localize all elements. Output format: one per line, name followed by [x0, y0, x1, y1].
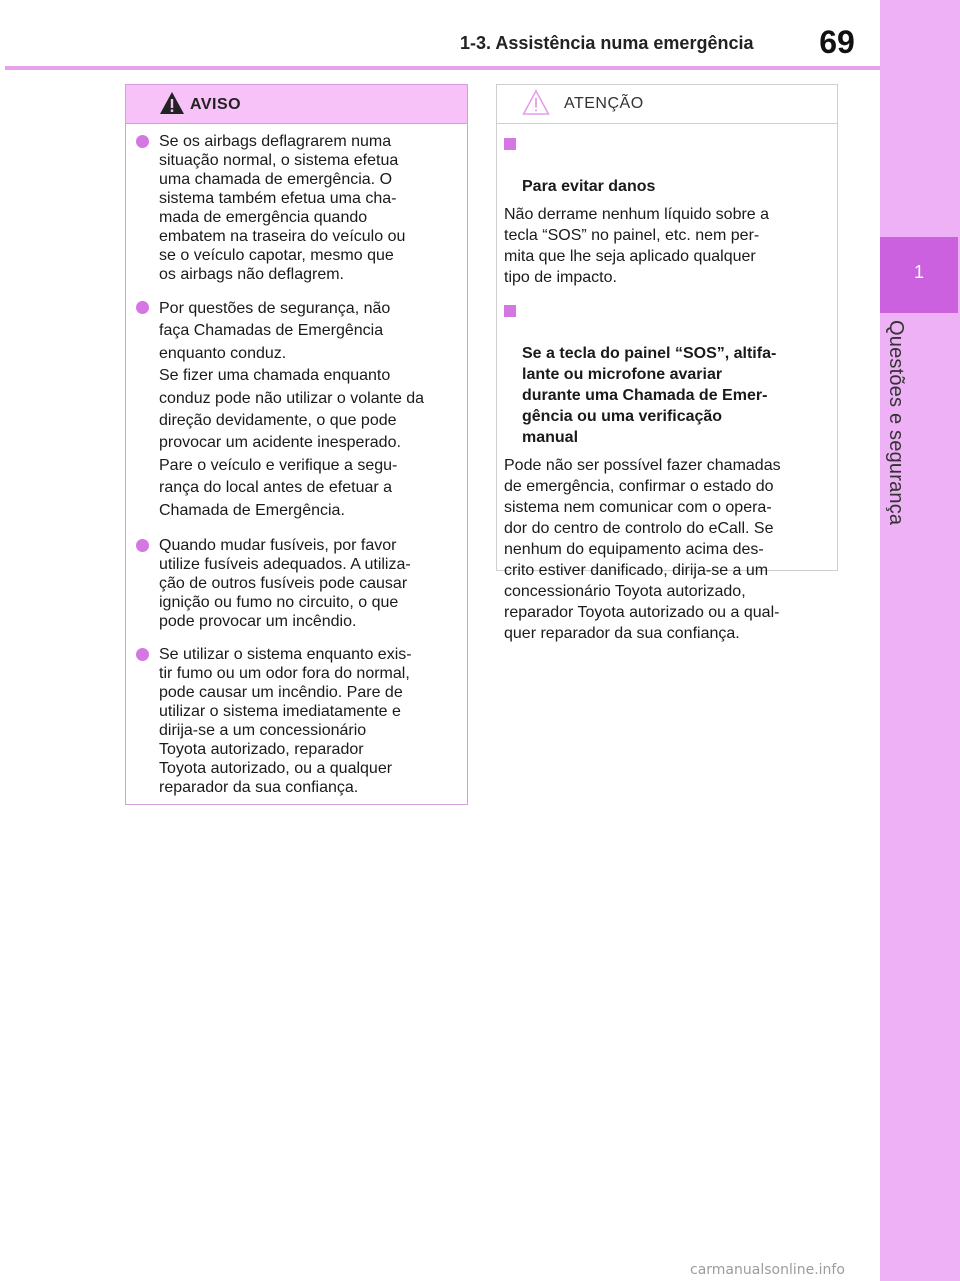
warning-item-text: Se os airbags deflagrarem numa situação normal, o sistema efetua uma chamada de emergência. O sistema também efetua uma cha- mada de emergência quando embatem na traseira do veículo ou se o veículo capotar, mesmo que os airbags não deflagrem. — [159, 133, 406, 283]
caution-heading-text: Se a tecla do painel “SOS”, altifa- lante ou microfone avariar durante uma Chamada de Emer- gência ou uma verificação manual — [522, 345, 777, 446]
chapter-title: Questões e segurança — [885, 320, 907, 526]
warning-item-text: Por questões de segurança, não faça Chamadas de Emergência enquanto conduz. Se fizer uma chamada enquanto conduz pode não utilizar o volante da direção devidamente, o que pode provocar um acidente inesperado. Pare o veículo e verifique a segu- rança do local antes de efetuar a Chamada de Emergência. — [159, 300, 425, 519]
watermark: carmanualsonline.info — [690, 1262, 845, 1278]
chapter-number: 1 — [913, 262, 924, 282]
page-number: 69 — [819, 24, 855, 60]
caution-title: ATENÇÃO — [564, 95, 644, 112]
caution-heading-text: Para evitar danos — [522, 178, 656, 195]
warning-item-text: Se utilizar o sistema enquanto exis- tir fumo ou um odor fora do normal, pode causar um incêndio. Pare de utilizar o sistema imediatamente e dirija-se a um concessionário Toyota autorizado, reparador Toyota autorizado, ou a qualquer reparador da sua confiança. — [159, 646, 412, 797]
page-header — [0, 0, 880, 70]
warning-item — [136, 298, 453, 522]
bullet-icon — [136, 301, 149, 314]
caution-triangle-icon — [522, 89, 550, 122]
caution-section-heading — [504, 134, 827, 197]
chapter-side-tab — [880, 0, 960, 1281]
caution-section-text: Não derrame nenhum líquido sobre a tecla “SOS” no painel, etc. nem per- mita que lhe seja aplicado qualquer tipo de impacto. — [504, 206, 770, 286]
bullet-icon — [136, 539, 149, 552]
caution-body — [497, 124, 837, 644]
bullet-icon — [136, 135, 149, 148]
section-title: 1-3. Assistência numa emergência — [460, 33, 754, 53]
square-bullet-icon — [504, 305, 516, 317]
header-divider — [5, 66, 880, 70]
square-bullet-icon — [504, 138, 516, 150]
warning-box — [125, 84, 468, 805]
warning-item-text: Quando mudar fusíveis, por favor utilize fusíveis adequados. A utiliza- ção de outros fusíveis pode causar ignição ou fumo no circuito, o que pode provocar um incêndio. — [159, 537, 411, 631]
bullet-icon — [136, 648, 149, 661]
caution-header — [497, 85, 837, 124]
warning-title: AVISO — [190, 96, 242, 113]
caution-section-heading — [504, 301, 827, 448]
warning-item — [136, 132, 453, 284]
warning-item — [136, 536, 453, 631]
caution-box — [496, 84, 838, 642]
caution-section-text: Pode não ser possível fazer chamadas de emergência, confirmar o estado do sistema nem comunicar com o opera- dor do centro de controlo do eCall. Se nenhum do equipamento acima des- crito estiver danificado, dirija-se a um concessionário Toyota autorizado, reparador Toyota autorizado ou a qual- quer reparador da sua confiança. — [504, 457, 781, 642]
warning-list — [126, 124, 467, 797]
warning-header — [126, 85, 467, 124]
warning-triangle-icon — [159, 90, 185, 121]
warning-item — [136, 645, 453, 797]
